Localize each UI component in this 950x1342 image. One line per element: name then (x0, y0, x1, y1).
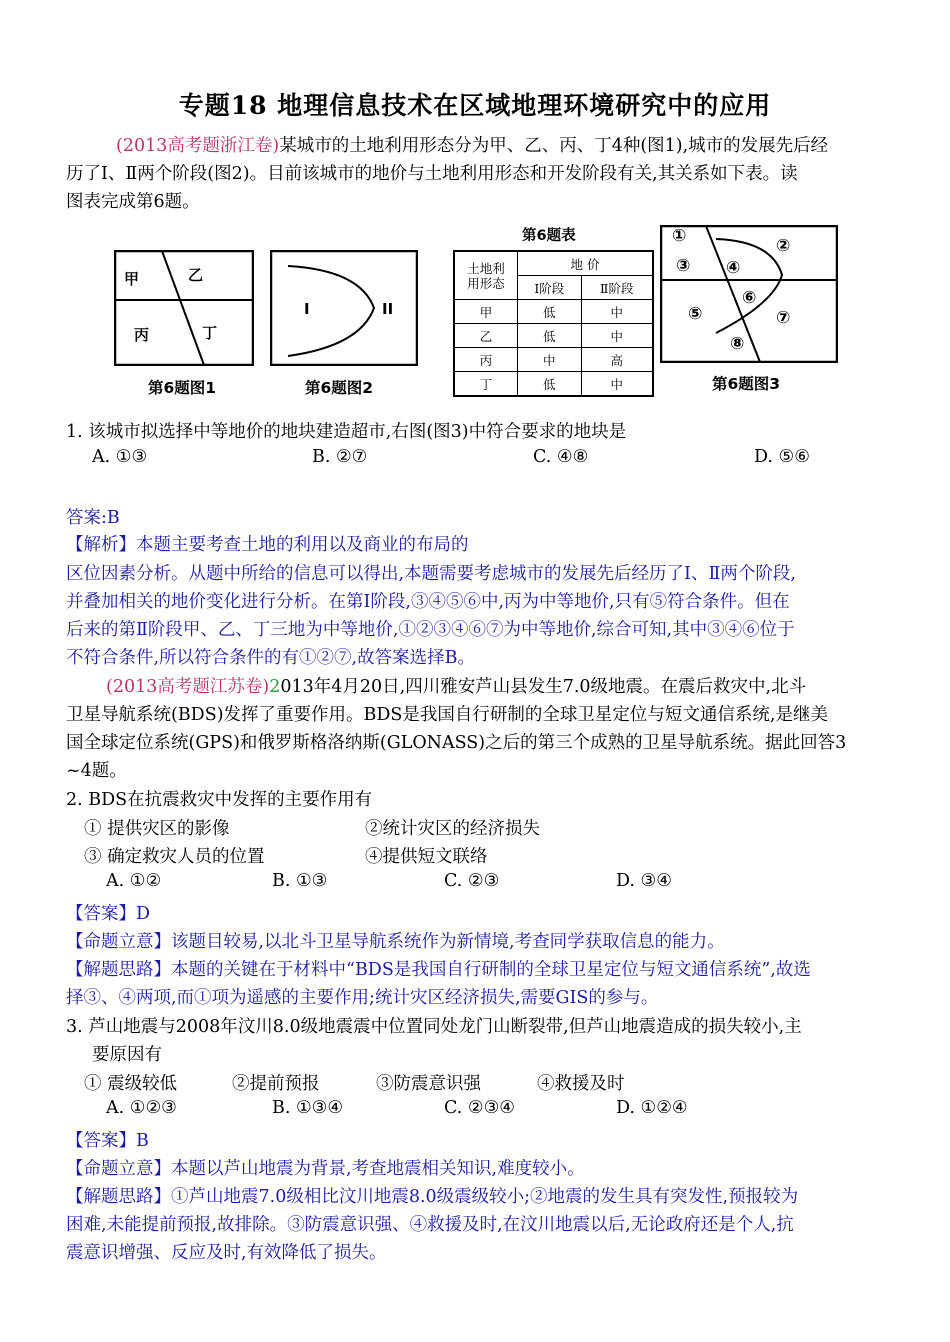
intro2-line1 (66, 673, 896, 701)
intro1-line1 (66, 132, 896, 160)
table-header-landuse: 土地利 用形态 (454, 251, 518, 300)
fig3-label-6: ⑥ (742, 288, 757, 308)
q2-idea-line: 择③、④两项,而①项为遥感的主要作用;统计灾区经济损失,需要GIS的参与。 (66, 988, 659, 1008)
q2-option-a: A. ①② (106, 871, 162, 891)
q1-option-c: C. ④⑧ (533, 447, 589, 467)
fig2-label-stage1: I (304, 300, 310, 318)
fig3-label-4: ④ (726, 258, 741, 278)
table-cell: 低 (518, 300, 582, 324)
q2-item-4: ④提供短文联络 (365, 847, 488, 867)
fig2-caption: 第6题图2 (305, 379, 374, 397)
table-cell: 丁 (454, 372, 518, 397)
fig1-label-ding: 丁 (202, 324, 218, 342)
q3-item-2: ②提前预报 (232, 1074, 320, 1094)
q3-option-c: C. ②③④ (444, 1098, 515, 1118)
fig1-label-yi: 乙 (188, 266, 204, 284)
fig3-label-7: ⑦ (776, 308, 791, 328)
q3-option-b: B. ①③④ (272, 1098, 344, 1118)
q3-idea-line: 困难,未能提前预报,故排除。③防震意识强、④救援及时,在汶川地震以后,无论政府还是个人,抗 (66, 1215, 794, 1235)
fig3-label-2: ② (776, 236, 791, 256)
intro2-source: (2013高考题江苏卷) (106, 677, 270, 697)
table-cell: 中 (581, 324, 653, 348)
table-cell: 甲 (454, 300, 518, 324)
fig1-label-bing: 丙 (134, 326, 150, 344)
table-cell: 高 (581, 348, 653, 372)
q1-analysis-line: 不符合条件,所以符合条件的有①②⑦,故答案选择B。 (66, 648, 475, 668)
q1-option-b: B. ②⑦ (312, 447, 368, 467)
table-row (454, 324, 653, 348)
fig2-label-stage2: II (382, 300, 394, 318)
table-cell: 中 (581, 300, 653, 324)
q1-analysis-line: 【解析】本题主要考查土地的利用以及商业的布局的 (66, 535, 469, 555)
fig3-caption: 第6题图3 (712, 375, 781, 393)
q3-stem-line1: 3. 芦山地震与2008年汶川8.0级地震震中位置同处龙门山断裂带,但芦山地震造成的损失较小,主 (66, 1017, 802, 1037)
intro2-num: 2 (269, 677, 281, 697)
q3-idea-line: 震意识增强、反应及时,有效降低了损失。 (66, 1243, 387, 1263)
q1-analysis-line: 后来的第Ⅱ阶段甲、乙、丁三地为中等地价,①②③④⑥⑦为中等地价,综合可知,其中③④⑥位于 (66, 620, 795, 640)
page-title: 专题18 地理信息技术在区域地理环境研究中的应用 (178, 91, 772, 120)
fig3-label-1: ① (672, 226, 687, 246)
table-row (454, 348, 653, 372)
q2-item-1: ① 提供灾区的影像 (84, 819, 230, 839)
q2-idea-line: 【解题思路】本题的关键在于材料中“BDS是我国自行研制的全球卫星定位与短文通信系统”,故选 (66, 960, 811, 980)
q3-idea-line: 【解题思路】①芦山地震7.0级相比汶川地震8.0级震级较小;②地震的发生具有突发性,预报较为 (66, 1187, 799, 1207)
q2-option-b: B. ①③ (272, 871, 328, 891)
q3-option-a: A. ①②③ (106, 1098, 177, 1118)
q2-answer: 【答案】D (66, 904, 151, 924)
q1-option-a: A. ①③ (92, 447, 148, 467)
table-header-stage1: Ⅰ阶段 (518, 276, 582, 300)
table-row (454, 372, 653, 397)
q1-answer: 答案:B (66, 508, 120, 528)
q2-option-c: C. ②③ (444, 871, 500, 891)
figure-2 (270, 250, 418, 366)
table-cell: 低 (518, 372, 582, 397)
table-caption: 第6题表 (522, 228, 576, 244)
q3-stem-line2: 要原因有 (92, 1045, 162, 1065)
q2-option-d: D. ③④ (616, 871, 672, 891)
intro2-line2: 卫星导航系统(BDS)发挥了重要作用。BDS是我国自行研制的全球卫星定位与短文通信系统,是继美 (66, 705, 828, 725)
intro2-line4: ~4题。 (66, 761, 127, 781)
q3-option-d: D. ①②④ (616, 1098, 688, 1118)
q1-analysis-line: 并叠加相关的地价变化进行分析。在第Ⅰ阶段,③④⑤⑥中,丙为中等地价,只有⑤符合条件。但在 (66, 592, 790, 612)
table-header-price: 地 价 (518, 251, 654, 276)
q2-item-2: ②统计灾区的经济损失 (365, 819, 540, 839)
table-cell: 丙 (454, 348, 518, 372)
q3-item-1: ① 震级较低 (84, 1074, 178, 1094)
land-price-table (453, 250, 654, 397)
table-cell: 乙 (454, 324, 518, 348)
intro2-text1: 013年4月20日,四川雅安芦山县发生7.0级地震。在震后救灾中,北斗 (280, 677, 807, 697)
fig3-label-8: ⑧ (730, 334, 745, 354)
intro1-source: (2013高考题浙江卷) (116, 136, 280, 156)
intro1-line2: 历了Ⅰ、Ⅱ两个阶段(图2)。目前该城市的地价与土地利用形态和开发阶段有关,其关系如下表。读 (66, 164, 798, 184)
table-cell: 中 (581, 372, 653, 397)
q2-intent: 【命题立意】该题目较易,以北斗卫星导航系统作为新情境,考查同学获取信息的能力。 (66, 932, 725, 952)
fig1-label-jia: 甲 (124, 270, 140, 288)
fig3-label-5: ⑤ (688, 304, 703, 324)
table-cell: 中 (518, 348, 582, 372)
q1-analysis-line: 区位因素分析。从题中所给的信息可以得出,本题需要考虑城市的发展先后经历了Ⅰ、Ⅱ两个阶段, (66, 564, 796, 584)
intro2-line3: 国全球定位系统(GPS)和俄罗斯格洛纳斯(GLONASS)之后的第三个成熟的卫星导航系统。据此回答3 (66, 733, 847, 753)
table-row (454, 300, 653, 324)
q1-option-d: D. ⑤⑥ (754, 447, 810, 467)
q1-stem: 1. 该城市拟选择中等地价的地块建造超市,右图(图3)中符合要求的地块是 (66, 422, 627, 442)
intro1-line3: 图表完成第6题。 (66, 192, 200, 212)
q2-item-3: ③ 确定救灾人员的位置 (84, 847, 265, 867)
fig1-caption: 第6题图1 (148, 379, 217, 397)
q3-item-3: ③防震意识强 (376, 1074, 481, 1094)
intro1-text1: 某城市的土地利用形态分为甲、乙、丙、丁4种(图1),城市的发展先后经 (279, 136, 829, 156)
table-header-stage2: Ⅱ阶段 (581, 276, 653, 300)
fig3-label-3: ③ (676, 256, 691, 276)
q3-intent: 【命题立意】本题以芦山地震为背景,考查地震相关知识,难度较小。 (66, 1159, 585, 1179)
table-cell: 低 (518, 324, 582, 348)
q2-stem: 2. BDS在抗震救灾中发挥的主要作用有 (66, 790, 373, 810)
q3-item-4: ④救援及时 (537, 1074, 625, 1094)
q3-answer: 【答案】B (66, 1131, 149, 1151)
